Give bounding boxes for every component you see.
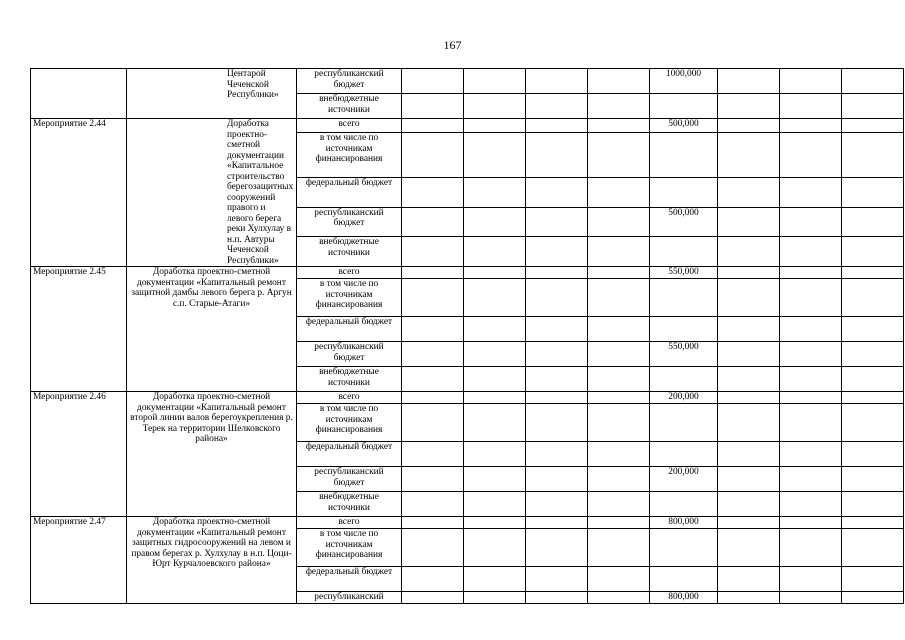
description-cell: Доработка проектно-сметной документации «Капитальный ремонт защитных гидросооружений на левом и правом берегах р. Хулхулау в н.п. Цоци-Юрт Курчалоевского района»: [127, 517, 297, 604]
empty-cell: [464, 367, 526, 392]
empty-cell: [780, 279, 842, 317]
empty-cell: [402, 567, 464, 592]
empty-cell: [718, 404, 780, 442]
description-cell: Доработка проектно-сметной документации «Капитальный ремонт второй линии валов берегоукрепления р. Терек на территории Шелковского района»: [127, 392, 297, 517]
empty-cell: [842, 492, 904, 517]
funding-source-cell: федеральный бюджет: [297, 442, 402, 467]
empty-cell: [780, 237, 842, 267]
amount-cell: [650, 237, 718, 267]
event-cell: Мероприятие 2.46: [31, 392, 127, 517]
empty-cell: [464, 467, 526, 492]
description-cell: Доработка проектно-сметной документации «Капитальное строительство берегозащитных сооружений правого и левого берега реки Хулхулау в н.п. Автуры Чеченской Республики»: [127, 119, 297, 267]
funding-source-cell: в том числе по источникам финансирования: [297, 133, 402, 178]
empty-cell: [402, 467, 464, 492]
empty-cell: [842, 342, 904, 367]
empty-cell: [842, 392, 904, 404]
empty-cell: [842, 119, 904, 133]
empty-cell: [780, 133, 842, 178]
empty-cell: [718, 342, 780, 367]
empty-cell: [464, 69, 526, 94]
budget-table: [30, 68, 904, 604]
empty-cell: [402, 69, 464, 94]
empty-cell: [842, 267, 904, 279]
empty-cell: [588, 592, 650, 604]
empty-cell: [780, 392, 842, 404]
empty-cell: [588, 567, 650, 592]
empty-cell: [526, 237, 588, 267]
empty-cell: [718, 567, 780, 592]
table-row: [31, 517, 904, 529]
amount-cell: [650, 404, 718, 442]
funding-source-cell: в том числе по источникам финансирования: [297, 529, 402, 567]
empty-cell: [402, 529, 464, 567]
funding-source-cell: всего: [297, 267, 402, 279]
funding-source-cell: всего: [297, 119, 402, 133]
funding-source-cell: федеральный бюджет: [297, 317, 402, 342]
empty-cell: [526, 492, 588, 517]
empty-cell: [842, 442, 904, 467]
amount-cell: [650, 442, 718, 467]
empty-cell: [464, 317, 526, 342]
empty-cell: [842, 133, 904, 178]
empty-cell: [402, 342, 464, 367]
amount-cell: 1000,000: [650, 69, 718, 94]
table-row: [31, 267, 904, 279]
table-row: [31, 119, 904, 133]
empty-cell: [718, 517, 780, 529]
table-row: [31, 392, 904, 404]
empty-cell: [464, 404, 526, 442]
empty-cell: [842, 592, 904, 604]
empty-cell: [464, 178, 526, 208]
empty-cell: [464, 529, 526, 567]
event-cell: [31, 69, 127, 119]
amount-cell: [650, 94, 718, 119]
empty-cell: [526, 567, 588, 592]
empty-cell: [718, 94, 780, 119]
event-cell: Мероприятие 2.44: [31, 119, 127, 267]
empty-cell: [402, 133, 464, 178]
empty-cell: [780, 119, 842, 133]
empty-cell: [402, 267, 464, 279]
empty-cell: [588, 404, 650, 442]
empty-cell: [464, 592, 526, 604]
empty-cell: [526, 279, 588, 317]
empty-cell: [842, 317, 904, 342]
empty-cell: [464, 237, 526, 267]
funding-source-cell: внебюджетные источники: [297, 367, 402, 392]
empty-cell: [402, 178, 464, 208]
empty-cell: [718, 529, 780, 567]
amount-cell: 200,000: [650, 467, 718, 492]
empty-cell: [526, 442, 588, 467]
funding-source-cell: федеральный бюджет: [297, 567, 402, 592]
empty-cell: [718, 592, 780, 604]
empty-cell: [402, 517, 464, 529]
empty-cell: [842, 69, 904, 94]
empty-cell: [842, 279, 904, 317]
empty-cell: [588, 529, 650, 567]
amount-cell: [650, 317, 718, 342]
funding-source-cell: в том числе по источникам финансирования: [297, 404, 402, 442]
amount-cell: [650, 567, 718, 592]
empty-cell: [464, 267, 526, 279]
amount-cell: 550,000: [650, 267, 718, 279]
empty-cell: [588, 467, 650, 492]
empty-cell: [780, 267, 842, 279]
empty-cell: [842, 94, 904, 119]
empty-cell: [402, 592, 464, 604]
empty-cell: [526, 69, 588, 94]
empty-cell: [842, 237, 904, 267]
empty-cell: [402, 367, 464, 392]
empty-cell: [526, 529, 588, 567]
empty-cell: [780, 94, 842, 119]
empty-cell: [780, 404, 842, 442]
empty-cell: [718, 279, 780, 317]
amount-cell: 800,000: [650, 592, 718, 604]
empty-cell: [526, 119, 588, 133]
empty-cell: [526, 404, 588, 442]
amount-cell: 500,000: [650, 119, 718, 133]
empty-cell: [526, 342, 588, 367]
empty-cell: [402, 207, 464, 237]
empty-cell: [588, 237, 650, 267]
empty-cell: [588, 367, 650, 392]
empty-cell: [842, 178, 904, 208]
empty-cell: [464, 392, 526, 404]
empty-cell: [464, 133, 526, 178]
event-cell: Мероприятие 2.45: [31, 267, 127, 392]
empty-cell: [842, 367, 904, 392]
empty-cell: [780, 592, 842, 604]
empty-cell: [526, 133, 588, 178]
event-cell: Мероприятие 2.47: [31, 517, 127, 604]
funding-source-cell: всего: [297, 517, 402, 529]
empty-cell: [780, 367, 842, 392]
empty-cell: [464, 119, 526, 133]
empty-cell: [780, 529, 842, 567]
empty-cell: [718, 69, 780, 94]
empty-cell: [842, 404, 904, 442]
funding-source-cell: республиканский бюджет: [297, 207, 402, 237]
empty-cell: [402, 119, 464, 133]
empty-cell: [588, 207, 650, 237]
amount-cell: [650, 529, 718, 567]
empty-cell: [464, 342, 526, 367]
empty-cell: [464, 207, 526, 237]
empty-cell: [588, 133, 650, 178]
empty-cell: [402, 442, 464, 467]
empty-cell: [402, 492, 464, 517]
empty-cell: [402, 392, 464, 404]
funding-source-cell: в том числе по источникам финансирования: [297, 279, 402, 317]
amount-cell: [650, 279, 718, 317]
empty-cell: [780, 317, 842, 342]
empty-cell: [526, 94, 588, 119]
empty-cell: [464, 279, 526, 317]
funding-source-cell: федеральный бюджет: [297, 178, 402, 208]
table-body: [31, 69, 904, 604]
empty-cell: [780, 442, 842, 467]
empty-cell: [588, 69, 650, 94]
empty-cell: [842, 529, 904, 567]
empty-cell: [718, 392, 780, 404]
amount-cell: [650, 133, 718, 178]
empty-cell: [718, 442, 780, 467]
empty-cell: [718, 237, 780, 267]
funding-source-cell: внебюджетные источники: [297, 492, 402, 517]
empty-cell: [464, 492, 526, 517]
empty-cell: [780, 207, 842, 237]
empty-cell: [588, 342, 650, 367]
empty-cell: [718, 492, 780, 517]
amount-cell: [650, 492, 718, 517]
empty-cell: [718, 317, 780, 342]
empty-cell: [780, 69, 842, 94]
funding-source-cell: республиканский: [297, 592, 402, 604]
empty-cell: [526, 517, 588, 529]
empty-cell: [402, 94, 464, 119]
description-cell: Доработка проектно-сметной документации «Капитальный ремонт защитной дамбы левого берега р. Аргун с.п. Старые-Атаги»: [127, 267, 297, 392]
table-row: [31, 69, 904, 94]
funding-source-cell: республиканский бюджет: [297, 69, 402, 94]
amount-cell: 500,000: [650, 207, 718, 237]
empty-cell: [588, 267, 650, 279]
empty-cell: [526, 207, 588, 237]
empty-cell: [780, 178, 842, 208]
description-cell: Центарой Чеченской Республики»: [127, 69, 297, 119]
empty-cell: [780, 567, 842, 592]
empty-cell: [842, 467, 904, 492]
empty-cell: [780, 492, 842, 517]
empty-cell: [588, 442, 650, 467]
empty-cell: [780, 342, 842, 367]
empty-cell: [718, 367, 780, 392]
funding-source-cell: республиканский бюджет: [297, 467, 402, 492]
empty-cell: [464, 517, 526, 529]
empty-cell: [402, 237, 464, 267]
funding-source-cell: внебюджетные источники: [297, 94, 402, 119]
empty-cell: [464, 94, 526, 119]
funding-source-cell: внебюджетные источники: [297, 237, 402, 267]
empty-cell: [588, 492, 650, 517]
empty-cell: [588, 119, 650, 133]
empty-cell: [526, 317, 588, 342]
empty-cell: [718, 267, 780, 279]
empty-cell: [718, 119, 780, 133]
empty-cell: [588, 279, 650, 317]
empty-cell: [464, 567, 526, 592]
amount-cell: 800,000: [650, 517, 718, 529]
funding-source-cell: всего: [297, 392, 402, 404]
empty-cell: [588, 517, 650, 529]
empty-cell: [526, 592, 588, 604]
empty-cell: [402, 404, 464, 442]
amount-cell: [650, 367, 718, 392]
empty-cell: [588, 317, 650, 342]
page-number: 167: [443, 38, 462, 52]
amount-cell: 550,000: [650, 342, 718, 367]
empty-cell: [588, 178, 650, 208]
empty-cell: [718, 467, 780, 492]
empty-cell: [842, 567, 904, 592]
funding-source-cell: республиканский бюджет: [297, 342, 402, 367]
empty-cell: [588, 94, 650, 119]
amount-cell: [650, 178, 718, 208]
empty-cell: [526, 267, 588, 279]
empty-cell: [588, 392, 650, 404]
empty-cell: [402, 317, 464, 342]
empty-cell: [718, 178, 780, 208]
empty-cell: [842, 207, 904, 237]
empty-cell: [526, 367, 588, 392]
empty-cell: [402, 279, 464, 317]
empty-cell: [718, 207, 780, 237]
empty-cell: [780, 517, 842, 529]
empty-cell: [526, 467, 588, 492]
empty-cell: [780, 467, 842, 492]
empty-cell: [526, 392, 588, 404]
empty-cell: [464, 442, 526, 467]
empty-cell: [526, 178, 588, 208]
amount-cell: 200,000: [650, 392, 718, 404]
empty-cell: [842, 517, 904, 529]
empty-cell: [718, 133, 780, 178]
